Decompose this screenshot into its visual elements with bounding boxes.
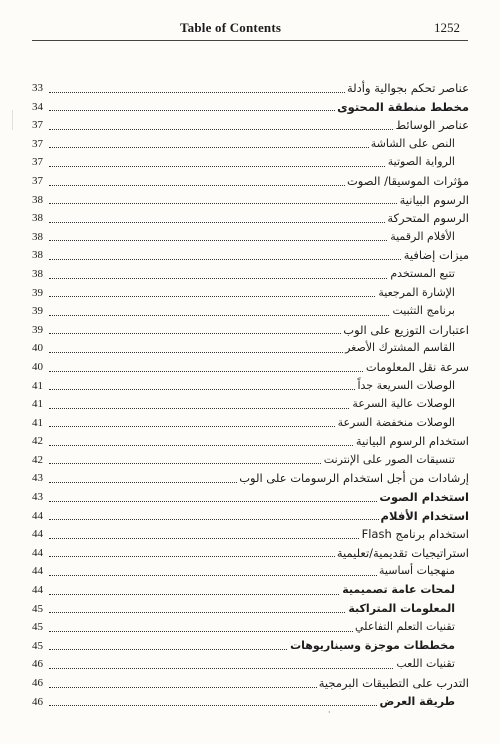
toc-page-number: 39 xyxy=(32,286,43,299)
toc-entry xyxy=(32,358,469,377)
toc-entry-title: الرسوم المتحركة xyxy=(385,209,469,228)
toc-entry-title: مخطط منطقة المحتوى xyxy=(335,98,469,117)
toc-page-number: 45 xyxy=(32,639,43,652)
toc-page-number: 45 xyxy=(32,602,43,615)
toc-entry-title: استخدام الأفلام xyxy=(379,507,469,526)
toc-page-number: 37 xyxy=(32,137,43,150)
toc-entry-title: تقنيات التعلم التفاعلي xyxy=(353,618,455,637)
toc-leader xyxy=(49,693,469,712)
toc-entry-title: منهجيات أساسية xyxy=(377,562,455,581)
toc-entry-title: المعلومات المتراكبة xyxy=(346,600,455,619)
toc-leader xyxy=(49,228,469,247)
toc-leader xyxy=(49,600,469,619)
toc-leader xyxy=(49,284,469,303)
toc-leader xyxy=(49,302,469,321)
toc-page-number: 39 xyxy=(32,323,43,336)
header-title: Table of Contents xyxy=(180,20,282,35)
toc-leader xyxy=(49,321,469,340)
toc-page-number: 41 xyxy=(32,416,43,429)
toc-page-number: 39 xyxy=(32,305,43,318)
toc-page-number: 38 xyxy=(32,249,43,262)
header-page-number: 1252 xyxy=(434,20,460,35)
toc-page-number: 42 xyxy=(32,453,43,466)
toc-page-number: 46 xyxy=(32,695,43,708)
toc-leader xyxy=(49,172,469,191)
toc-entry xyxy=(32,674,469,693)
toc-page-number: 42 xyxy=(32,435,43,448)
toc-entry-title: عناصر الوسائط xyxy=(394,116,470,135)
toc-entry-title: مخططات موجزة وسيناريوهات xyxy=(288,637,455,656)
toc-entry xyxy=(32,116,469,135)
toc-entry xyxy=(32,432,469,451)
toc-entry-title: استخدام الرسوم البيانية xyxy=(354,432,469,451)
toc-leader xyxy=(49,358,469,377)
toc-entry-title: التدرب على التطبيقات البرمجية xyxy=(317,674,469,693)
toc-leader xyxy=(49,153,469,172)
toc-entry-title: القاسم المشترك الأصغر xyxy=(343,339,455,358)
toc-page-number: 44 xyxy=(32,528,43,541)
toc-entry xyxy=(32,172,469,191)
toc-leader xyxy=(49,135,469,154)
toc-entry xyxy=(32,191,469,210)
toc-entry xyxy=(32,618,469,637)
toc-leader xyxy=(49,618,469,637)
toc-leader xyxy=(49,507,469,526)
toc-entry xyxy=(32,507,469,526)
toc-entry xyxy=(32,153,469,172)
toc-entry-title: مؤثرات الموسيقا/ الصوت xyxy=(345,172,469,191)
toc-entry xyxy=(32,228,469,247)
toc-leader xyxy=(49,191,469,210)
toc-entry xyxy=(32,600,469,619)
toc-entry-title: سرعة نقل المعلومات xyxy=(364,358,469,377)
toc-entry-title: اعتبارات التوزيع على الوب xyxy=(341,321,469,340)
toc-page-number: 37 xyxy=(32,156,43,169)
toc-page-number: 37 xyxy=(32,174,43,187)
toc-page-number: 41 xyxy=(32,379,43,392)
toc-entry-title: لمحات عامة تصميمية xyxy=(340,581,455,600)
toc-entry xyxy=(32,79,469,98)
toc-leader xyxy=(49,488,469,507)
toc-entry-title: استخدام برنامج Flash xyxy=(360,525,469,544)
toc-leader xyxy=(49,414,469,433)
toc-leader xyxy=(49,246,469,265)
toc-page-number: 34 xyxy=(32,100,43,113)
toc-page-number: 45 xyxy=(32,621,43,634)
toc-leader xyxy=(49,637,469,656)
toc-leader xyxy=(49,209,469,228)
toc-page-number: 43 xyxy=(32,472,43,485)
toc-entry xyxy=(32,265,469,284)
toc-leader xyxy=(49,432,469,451)
toc-entry xyxy=(32,469,469,488)
toc-page-number: 46 xyxy=(32,677,43,689)
toc-entry-title: تنسيقات الصور على الإنترنت xyxy=(322,451,455,470)
toc-entry-title: الوصلات منخفضة السرعة xyxy=(336,414,455,433)
toc-page-number: 44 xyxy=(32,584,43,597)
toc-leader xyxy=(49,544,469,563)
toc-entry xyxy=(32,637,469,656)
toc-page-number: 44 xyxy=(32,509,43,522)
toc-entry-title: طريقة العرض xyxy=(377,693,455,712)
toc-page-number: 38 xyxy=(32,230,43,243)
toc-entry xyxy=(32,321,469,340)
margin-mark xyxy=(12,110,13,130)
toc-page-number: 40 xyxy=(32,360,43,373)
toc-entry-title: برنامج التثبيت xyxy=(390,302,455,321)
toc-page-number: 46 xyxy=(32,658,43,671)
toc-page-number: 40 xyxy=(32,342,43,355)
toc-entry-title: استراتيجيات تقديمية/تعليمية xyxy=(335,544,469,563)
toc-entry-title: إرشادات من أجل استخدام الرسومات على الوب xyxy=(237,469,469,488)
toc-leader xyxy=(49,525,469,544)
toc-entry xyxy=(32,655,469,674)
table-of-contents xyxy=(32,79,469,711)
toc-entry xyxy=(32,339,469,358)
toc-entry xyxy=(32,135,469,154)
toc-entry xyxy=(32,451,469,470)
toc-entry xyxy=(32,414,469,433)
toc-leader xyxy=(49,451,469,470)
toc-entry-title: الإشارة المرجعية xyxy=(376,284,455,303)
toc-leader xyxy=(49,395,469,414)
toc-entry xyxy=(32,284,469,303)
toc-entry xyxy=(32,395,469,414)
toc-entry-title: النص على الشاشة xyxy=(369,135,455,154)
toc-page-number: 44 xyxy=(32,565,43,578)
toc-page-number: 44 xyxy=(32,546,43,559)
toc-page-number: 33 xyxy=(32,82,43,94)
toc-page-number: 38 xyxy=(32,212,43,225)
toc-entry xyxy=(32,544,469,563)
toc-entry xyxy=(32,209,469,228)
toc-leader xyxy=(49,581,469,600)
toc-page-number: 43 xyxy=(32,491,43,504)
toc-entry-title: ميزات إضافية xyxy=(402,246,469,265)
toc-leader xyxy=(49,674,469,693)
toc-entry xyxy=(32,562,469,581)
toc-leader xyxy=(49,469,469,488)
toc-entry xyxy=(32,581,469,600)
toc-entry xyxy=(32,377,469,396)
toc-entry-title: عناصر تحكم بجوالية وأدلة xyxy=(345,79,469,98)
toc-entry-title: تقنيات اللعب xyxy=(394,655,455,674)
toc-entry xyxy=(32,693,469,712)
toc-leader xyxy=(49,98,469,117)
toc-entry xyxy=(32,246,469,265)
toc-leader xyxy=(49,655,469,674)
toc-leader xyxy=(49,265,469,284)
toc-leader xyxy=(49,562,469,581)
toc-page-number: 38 xyxy=(32,193,43,206)
toc-leader xyxy=(49,79,469,98)
header-rule xyxy=(32,40,468,41)
toc-entry-title: الرواية الصوتية xyxy=(386,153,455,172)
toc-page-number: 41 xyxy=(32,398,43,411)
toc-leader xyxy=(49,116,469,135)
toc-page-number: 38 xyxy=(32,267,43,280)
toc-entry xyxy=(32,98,469,117)
toc-entry xyxy=(32,525,469,544)
toc-entry xyxy=(32,488,469,507)
toc-entry-title: الوصلات عالية السرعة xyxy=(350,395,455,414)
toc-entry xyxy=(32,302,469,321)
toc-page-number: 37 xyxy=(32,119,43,132)
toc-leader xyxy=(49,339,469,358)
toc-entry-title: الرسوم البيانية xyxy=(398,191,469,210)
page-dot-mark: · xyxy=(328,708,331,717)
toc-entry-title: تتبع المستخدم xyxy=(388,265,455,284)
toc-entry-title: الوصلات السريعة جداً xyxy=(355,377,455,396)
page-header xyxy=(40,20,460,38)
toc-entry-title: الأفلام الرقمية xyxy=(388,228,455,247)
toc-leader xyxy=(49,377,469,396)
toc-entry-title: استخدام الصوت xyxy=(377,488,469,507)
